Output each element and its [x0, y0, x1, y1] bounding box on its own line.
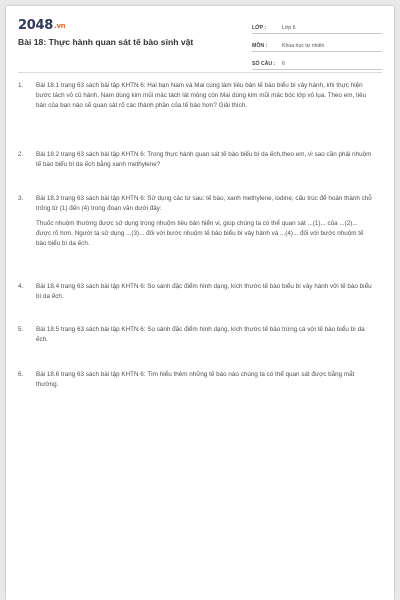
question-body: [36, 150, 374, 170]
question-number: 2.: [18, 151, 24, 158]
question-text: Bài 18.3 trang 63 sách bài tập KHTN 6: Sử dụng các từ sau: tế bào, xanh methylene, iodine, cấu trúc để hoàn thành chỗ trống từ (1) đến (4) trong đoạn văn dưới đây:: [36, 195, 372, 212]
logo-text: 2048: [18, 18, 53, 33]
worksheet-page: [6, 6, 394, 600]
meta-key: MÔN :: [252, 43, 268, 49]
question-number: 3.: [18, 195, 24, 202]
site-logo[interactable]: [18, 18, 65, 33]
meta-value: 6: [282, 61, 285, 67]
question-item: [18, 194, 374, 249]
question-text: Bài 18.4 trang 63 sách bài tập KHTN 6: So sánh đặc điểm hình dạng, kích thước tế bào biểu bì vảy hành với tế bào biểu bì da ếch.: [36, 283, 372, 300]
logo-suffix: .vn: [53, 22, 66, 30]
question-number: 4.: [18, 283, 24, 290]
question-body: [36, 370, 374, 390]
question-text: Bài 18.1 trang 63 sách bài tập KHTN 6: Hai bạn Nam và Mai cùng làm tiêu bản tế bào biểu bì vảy hành, khi thực hiện bước tách vỏ củ hành, Nam dùng kim mũi mác tách lát mỏng còn Mai dùng kim mũi mác bóc lớp vỏ lụa. Theo em, tiêu bản của bạn nào sẽ quan sát rõ các thành phần của tế bào hơn? Giải thích.: [36, 82, 367, 109]
meta-row-class: [252, 19, 382, 34]
meta-value: Lớp 6: [282, 25, 296, 31]
meta-row-count: [252, 55, 382, 70]
meta-table: [252, 19, 382, 73]
question-text: Bài 18.5 trang 63 sách bài tập KHTN 6: So sánh đặc điểm hình dạng, kích thước tế bào trứng cá với tế bào biểu bì da ếch.: [36, 326, 365, 343]
question-body: [36, 81, 374, 111]
question-item: [18, 81, 374, 111]
question-item: [18, 150, 374, 170]
meta-value: Khoa học tự nhiên: [282, 43, 325, 49]
question-number: 6.: [18, 371, 24, 378]
question-number: 5.: [18, 326, 24, 333]
question-item: [18, 325, 374, 345]
meta-key: SỐ CÂU :: [252, 61, 276, 67]
header-divider: [18, 72, 382, 73]
question-text: Bài 18.2 trang 63 sách bài tập KHTN 6: Trong thực hành quan sát tế bào biểu bì da ếch,theo em, vì sao cần phải nhuộm tế bào biểu bì da ếch bằng xanh methylene?: [36, 151, 372, 168]
question-text: Bài 18.6 trang 63 sách bài tập KHTN 6: Tìm hiểu thêm những tế bào nào chúng ta có thể quan sát được bằng mắt thường.: [36, 371, 355, 388]
page-header: [6, 6, 394, 72]
question-body: [36, 325, 374, 345]
meta-row-subject: [252, 37, 382, 52]
question-body: [36, 194, 374, 249]
question-text: Thuốc nhuộm thường được sử dụng trong nhuộm tiêu bản hiển vi, giúp chúng ta có thể quan sát ...(1)... của ...(2)... được rõ hơn. Người ta sử dụng ...(3)... đối với bước nhuộm tế bào biểu bì vảy hành và ...(4)... đối với bước nhuộm tế bào biểu bì da ếch.: [36, 220, 364, 247]
question-number: 1.: [18, 82, 24, 89]
page-title: Bài 18: Thực hành quan sát tế bào sinh vật: [18, 37, 194, 47]
question-item: [18, 370, 374, 390]
question-body: [36, 282, 374, 302]
question-item: [18, 282, 374, 302]
meta-key: LỚP :: [252, 25, 267, 31]
